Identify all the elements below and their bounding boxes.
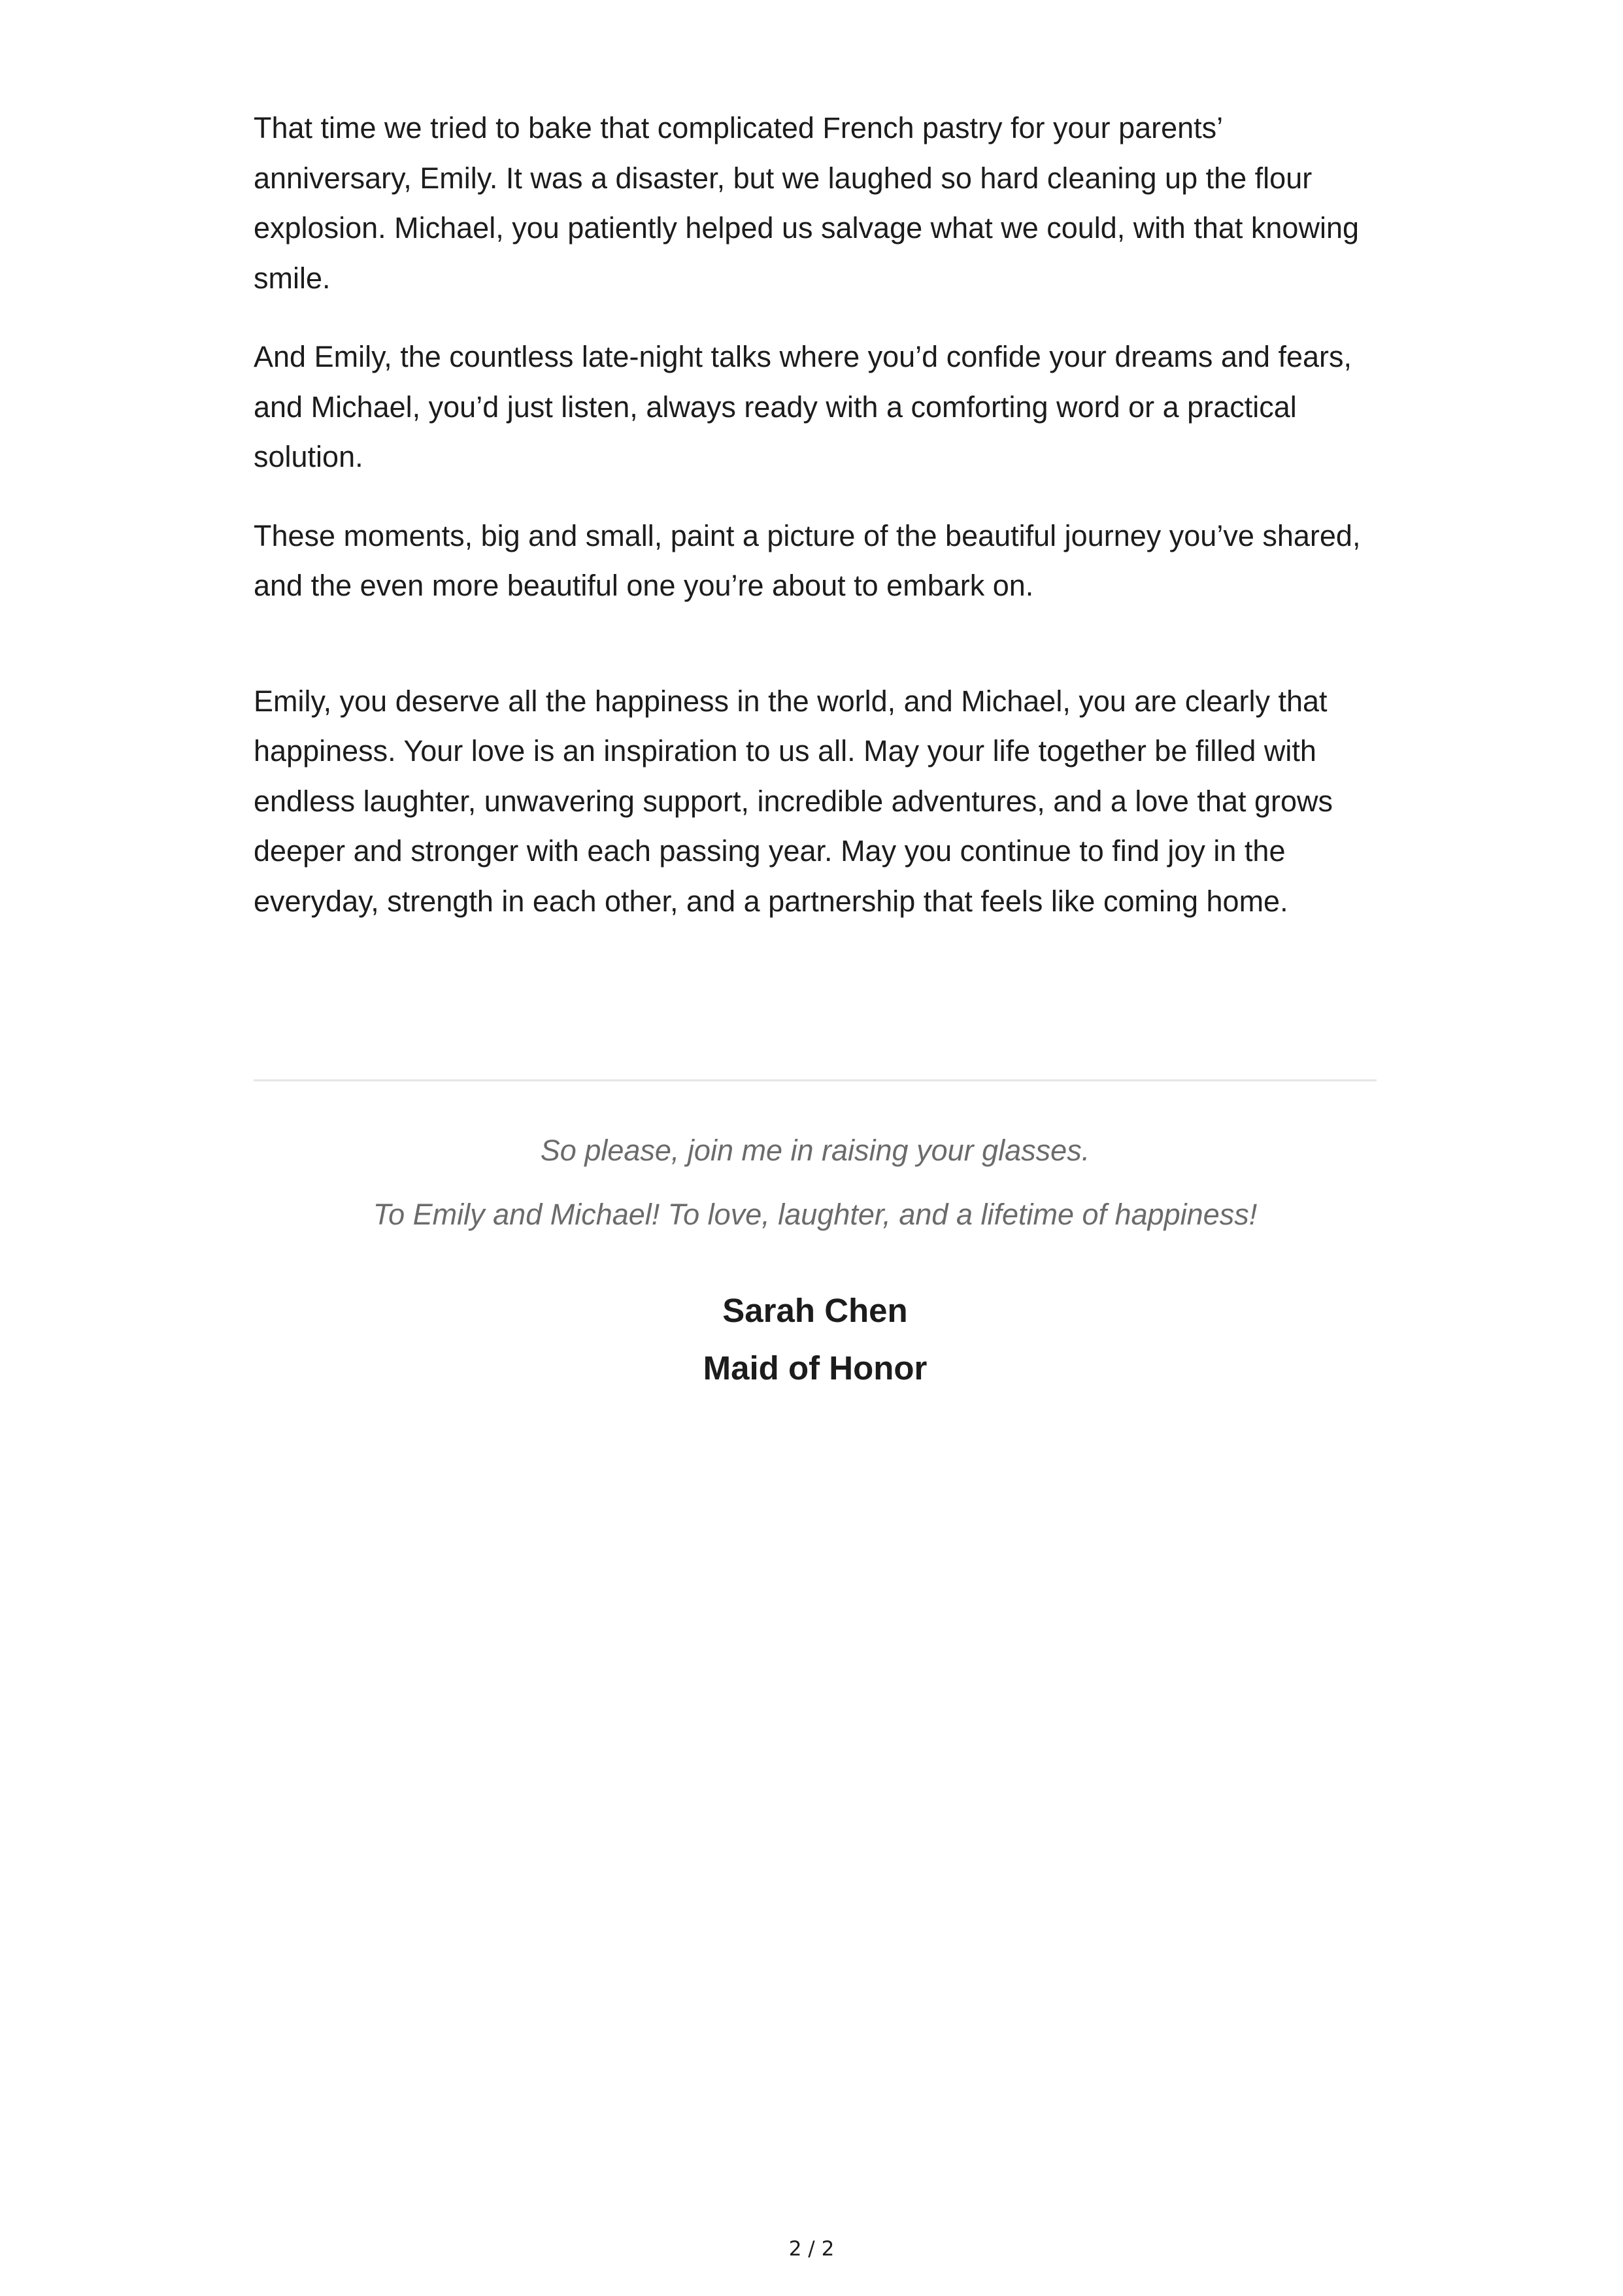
section-divider [254, 1079, 1377, 1081]
signature-role: Maid of Honor [703, 1349, 928, 1387]
signature-name: Sarah Chen [722, 1292, 908, 1329]
memory-paragraph-journey: These moments, big and small, paint a picture of the beautiful journey you’ve shared, and the even more beautiful one you’re about to embark on. [254, 518, 1361, 602]
page-number: 2 / 2 [788, 2237, 835, 2261]
memory-paragraph-pastry: That time we tried to bake that complicated French pastry for your parents’ anniversary, Emily. It was a disaster, but we laughed so hard cleaning up the flour explosion. Michael, you patiently helped us salvage what we could, with that knowing smile. [254, 111, 1359, 295]
toast-line: To Emily and Michael! To love, laughter, and a lifetime of happiness! [373, 1198, 1258, 1231]
memory-paragraph-late-night-talks: And Emily, the countless late-night talks where you’d confide your dreams and fears, and Michael, you’d just listen, always ready with a comforting word or a practical solution. [254, 340, 1352, 473]
wishes-paragraph: Emily, you deserve all the happiness in the world, and Michael, you are clearly that happiness. Your love is an inspiration to us all. May your life together be filled with endless laughter, unwavering support, incredible adventures, and a love that grows deeper and stronger with each passing year. May you continue to find joy in the everyday, strength in each other, and a partnership that feels like coming home. [254, 684, 1333, 918]
toast-invitation: So please, join me in raising your glasses. [540, 1134, 1090, 1167]
speech-body [254, 103, 1377, 955]
